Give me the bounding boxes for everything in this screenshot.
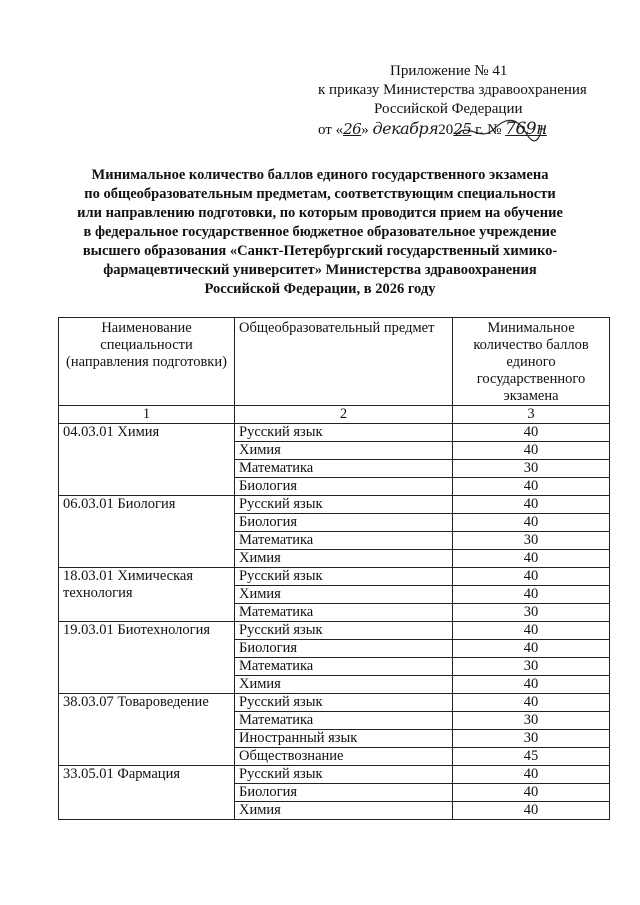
subject-cell: Математика [235, 604, 453, 622]
col-number: 1 [59, 406, 235, 424]
score-cell: 40 [453, 622, 610, 640]
date-prefix: от « [318, 122, 344, 138]
title-line: в федеральное государственное бюджетное образовательное учреждение [83, 224, 557, 240]
document-title [40, 166, 600, 299]
specialty-cell: 06.03.01 Биология [59, 496, 235, 568]
score-cell: 40 [453, 676, 610, 694]
score-cell: 40 [453, 586, 610, 604]
score-cell: 40 [453, 550, 610, 568]
col-number: 2 [235, 406, 453, 424]
appendix-header [318, 62, 598, 141]
score-cell: 40 [453, 766, 610, 784]
subject-cell: Биология [235, 784, 453, 802]
subject-cell: Русский язык [235, 424, 453, 442]
col-subject-header: Общеобразовательный предмет [235, 318, 453, 406]
specialty-cell: 33.05.01 Фармация [59, 766, 235, 820]
subject-cell: Математика [235, 712, 453, 730]
subject-cell: Иностранный язык [235, 730, 453, 748]
score-cell: 30 [453, 730, 610, 748]
col-number: 3 [453, 406, 610, 424]
subject-cell: Биология [235, 640, 453, 658]
subject-cell: Математика [235, 658, 453, 676]
col-score-header: Минимальное количество баллов единого государственного экзамена [453, 318, 610, 406]
subject-cell: Русский язык [235, 766, 453, 784]
date-mid: » [361, 122, 369, 138]
score-cell: 30 [453, 460, 610, 478]
subject-cell: Химия [235, 802, 453, 820]
subject-cell: Биология [235, 514, 453, 532]
score-cell: 40 [453, 784, 610, 802]
scores-table [58, 317, 610, 820]
subject-cell: Математика [235, 532, 453, 550]
title-line: фармацевтический университет» Министерства здравоохранения [103, 262, 537, 278]
subject-cell: Русский язык [235, 568, 453, 586]
date-month: декабря [372, 119, 439, 138]
table-row [59, 424, 610, 442]
title-line: или направлению подготовки, по которым проводится прием на обучение [77, 205, 563, 221]
order-number: 769н [505, 119, 547, 139]
specialty-cell: 38.03.07 Товароведение [59, 694, 235, 766]
order-reference: к приказу Министерства здравоохранения [318, 82, 587, 98]
date-day: 26 [343, 120, 362, 138]
subject-cell: Русский язык [235, 694, 453, 712]
score-cell: 40 [453, 424, 610, 442]
score-cell: 40 [453, 514, 610, 532]
subject-cell: Химия [235, 550, 453, 568]
table-row [59, 694, 610, 712]
subject-cell: Химия [235, 586, 453, 604]
title-line: по общеобразовательным предметам, соответствующим специальности [84, 186, 556, 202]
score-cell: 40 [453, 640, 610, 658]
signature-stroke-icon [454, 115, 544, 147]
table-row [59, 568, 610, 586]
column-number-row [59, 406, 610, 424]
score-cell: 45 [453, 748, 610, 766]
score-cell: 30 [453, 712, 610, 730]
score-cell: 40 [453, 568, 610, 586]
table-header-row [59, 318, 610, 406]
subject-cell: Химия [235, 676, 453, 694]
subject-cell: Математика [235, 460, 453, 478]
score-cell: 40 [453, 694, 610, 712]
table-row [59, 622, 610, 640]
year-prefix: 20 [438, 122, 454, 138]
subject-cell: Обществознание [235, 748, 453, 766]
specialty-cell: 04.03.01 Химия [59, 424, 235, 496]
title-line: Российской Федерации, в 2026 году [204, 281, 436, 297]
ministry-name: Российской Федерации [374, 101, 523, 117]
score-cell: 40 [453, 802, 610, 820]
score-cell: 30 [453, 532, 610, 550]
table-row [59, 766, 610, 784]
col-specialty-header: Наименование специальности (направления подготовки) [59, 318, 235, 406]
score-cell: 30 [453, 604, 610, 622]
subject-cell: Химия [235, 442, 453, 460]
specialty-cell: 19.03.01 Биотехнология [59, 622, 235, 694]
order-date-line [318, 119, 598, 141]
score-cell: 40 [453, 478, 610, 496]
specialty-cell: 18.03.01 Химическая технология [59, 568, 235, 622]
year-suffix: 25 [453, 120, 472, 138]
subject-cell: Биология [235, 478, 453, 496]
score-cell: 40 [453, 496, 610, 514]
number-label: г. № [475, 122, 502, 138]
title-line: высшего образования «Санкт-Петербургский государственный химико- [82, 243, 558, 259]
appendix-number: Приложение № 41 [390, 63, 508, 79]
table-row [59, 496, 610, 514]
score-cell: 30 [453, 658, 610, 676]
subject-cell: Русский язык [235, 622, 453, 640]
score-cell: 40 [453, 442, 610, 460]
subject-cell: Русский язык [235, 496, 453, 514]
title-line: Минимальное количество баллов единого государственного экзамена [91, 167, 549, 183]
